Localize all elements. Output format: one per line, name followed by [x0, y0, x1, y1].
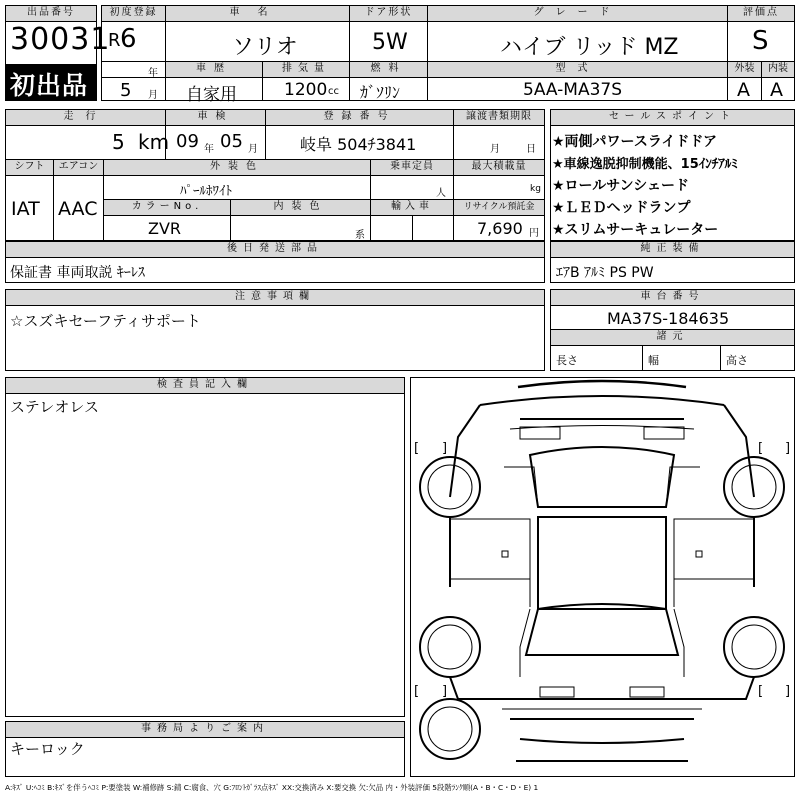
legend: A:ｷｽﾞ U:ﾍｺﾐ B:ｷｽﾞを伴うﾍｺﾐ P:要塗装 W:補修跡 S:錆 C:腐食、穴 G:ﾌﾛﾝﾄｶﾞﾗｽ点ｷｽﾞ XX:交換済み X:要交換 欠:欠品 内・外装評価 5段階ﾗﾝｸ順(A・B・C・D・E) 1 — [5, 783, 539, 792]
displacement-label: 排気量 — [263, 62, 349, 77]
history: 自家用 — [186, 85, 237, 105]
era-letter: R — [108, 30, 121, 51]
grade: ハイブ リッド MZ — [500, 35, 679, 60]
displacement-unit: cc — [328, 86, 339, 97]
svg-text:]: ] — [442, 441, 448, 456]
first-reg-label: 初度登録 — [102, 6, 165, 21]
sales-point-4: ★ＬＥＤヘッドランプ — [552, 200, 691, 216]
lot-number-label: 出品番号 — [6, 6, 96, 21]
equipment-value: ｴｱB ｱﾙﾐ PS PW — [556, 265, 654, 281]
equipment-label: 純正装備 — [551, 242, 794, 257]
chassis-number: MA37S-184635 — [607, 309, 730, 328]
door-type: 5W — [372, 30, 408, 55]
length-label: 長さ — [556, 354, 578, 367]
inspection-month: 05 — [220, 131, 243, 152]
door-label: ドア形状 — [350, 6, 427, 21]
capacity-unit: 人 — [436, 188, 446, 199]
inspection-year: 09 — [176, 131, 199, 152]
model: 5AA-MA37S — [523, 80, 623, 100]
recycle-label: リサイクル預託金 — [454, 200, 544, 215]
color-no: ZVR — [148, 219, 182, 238]
notes-value: ☆スズキセーフティサポート — [10, 312, 201, 330]
load-unit: kg — [530, 184, 541, 194]
ext-color-label: 外装色 — [104, 160, 370, 175]
mileage: 5 — [112, 130, 125, 154]
interior-label: 内装 — [762, 62, 794, 77]
sales-point-5: ★スリムサーキュレーター — [552, 222, 719, 238]
fuel: ｶﾞｿﾘﾝ — [360, 83, 401, 102]
shift: IAT — [11, 198, 40, 220]
lot-number: 30031 — [10, 22, 111, 57]
ext-color: ﾊﾟｰﾙﾎﾜｲﾄ — [180, 184, 232, 199]
transfer-day-unit: 日 — [526, 144, 536, 155]
svg-text:]: ] — [785, 441, 791, 456]
car-name-label: 車名 — [166, 6, 349, 21]
rating: S — [752, 26, 769, 56]
ac: AAC — [58, 198, 98, 220]
later-parts-label: 後日発送部品 — [6, 242, 544, 257]
later-parts-value: 保証書 車両取説 ｷｰﾚｽ — [10, 265, 145, 281]
load-label: 最大積載量 — [454, 160, 544, 175]
model-label: 型式 — [428, 62, 727, 77]
inspection-month-unit: 月 — [248, 144, 258, 155]
recycle-amount: 7,690 — [477, 219, 523, 238]
plate-label: 登録番号 — [266, 110, 453, 125]
width-label: 幅 — [648, 354, 659, 367]
svg-text:]: ] — [785, 684, 791, 699]
year-unit: 年 — [148, 68, 158, 79]
sales-point-1: ★両側パワースライドドア — [552, 134, 718, 150]
car-name: ソリオ — [232, 35, 298, 60]
svg-text:]: ] — [442, 684, 448, 699]
int-color-label: 内装色 — [231, 200, 370, 215]
month-unit: 月 — [148, 90, 158, 101]
int-color-unit: 系 — [355, 230, 365, 241]
plate-number: 岐阜 504ﾁ3841 — [300, 135, 417, 154]
exterior-grade: A — [737, 79, 750, 101]
chassis-label: 車台番号 — [551, 290, 794, 305]
sales-point-2: ★車線逸脱抑制機能、15ｲﾝﾁｱﾙﾐ — [552, 157, 738, 172]
recycle-unit: 円 — [529, 228, 539, 239]
office-value: キーロック — [10, 740, 85, 758]
rating-label: 評価点 — [728, 6, 794, 21]
interior-grade: A — [770, 79, 783, 101]
capacity-label: 乗車定員 — [371, 160, 453, 175]
first-listing-text: 初出品 — [10, 71, 89, 100]
sales-points-label: セールスポイント — [551, 110, 794, 125]
displacement: 1200 — [284, 80, 328, 100]
height-label: 高さ — [726, 354, 748, 367]
era-year: 6 — [120, 24, 137, 54]
office-label: 事務局よりご案内 — [6, 722, 404, 737]
reg-month: 5 — [120, 80, 132, 101]
car-diagram — [410, 377, 795, 777]
svg-text:[: [ — [758, 441, 764, 456]
notes-label: 注意事項欄 — [6, 290, 544, 305]
svg-text:[: [ — [414, 441, 420, 456]
dims-label: 諸元 — [551, 330, 794, 345]
inspection-year-unit: 年 — [204, 144, 214, 155]
sales-point-3: ★ロールサンシェード — [552, 178, 689, 194]
svg-text:[: [ — [414, 684, 420, 699]
svg-text:[: [ — [758, 684, 764, 699]
transfer-label: 譲渡書類期限 — [454, 110, 544, 125]
history-label: 車歴 — [166, 62, 262, 77]
fuel-label: 燃料 — [350, 62, 427, 77]
inspection-label: 車検 — [166, 110, 265, 125]
exterior-label: 外装 — [728, 62, 761, 77]
grade-label: グレード — [428, 6, 727, 21]
import-label: 輸入車 — [371, 200, 453, 215]
inspector-box — [5, 377, 405, 717]
mileage-unit: km — [138, 130, 170, 154]
mileage-label: 走行 — [6, 110, 165, 125]
inspector-label: 検査員記入欄 — [6, 378, 404, 393]
ac-label: エアコン — [54, 160, 103, 175]
transfer-month-unit: 月 — [490, 144, 500, 155]
inspector-value: ステレオレス — [10, 398, 99, 416]
color-no-label: カラーNo. — [104, 200, 230, 215]
shift-label: シフト — [6, 160, 53, 175]
